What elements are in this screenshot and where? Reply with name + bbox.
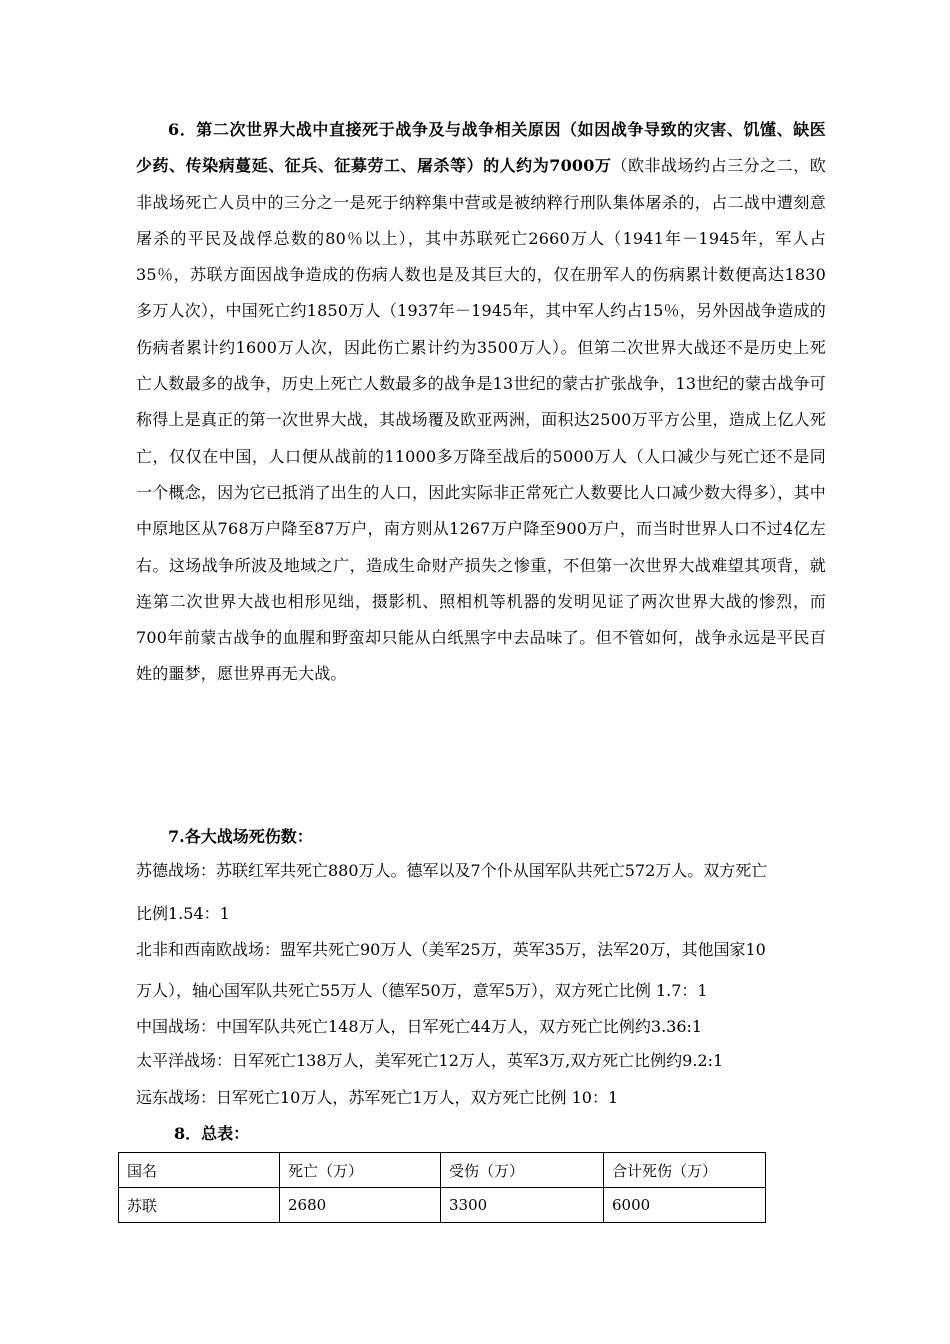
- table-header-cell: 受伤（万）: [441, 1153, 604, 1188]
- table-header-cell: 合计死伤（万）: [604, 1153, 766, 1188]
- battlefield-soviet-german-line2: 比例1.54：1: [136, 904, 230, 923]
- table-header-cell: 死亡（万）: [280, 1153, 441, 1188]
- section-8-heading: 8．总表：: [174, 1124, 250, 1143]
- section-6-lead: 6．第二次世界大战中直接死于战争及与战争相关原因（如因战争导致的灾害、饥馑、缺医少药、传染病蔓延、征兵、征募劳工、屠杀等）的人约为7000万: [136, 120, 826, 176]
- battlefield-north-africa-line2: 万人），轴心国军队共死亡55万人（德军50万，意军5万），双方死亡比例 1.7：1: [136, 981, 708, 1000]
- table-header-row: [119, 1153, 766, 1188]
- summary-table: [118, 1152, 766, 1223]
- table-cell: 苏联: [119, 1188, 280, 1223]
- section-6-body: （欧非战场约占三分之二，欧非战场死亡人员中的三分之一是死于纳粹集中营或是被纳粹行刑队集体屠杀的，占二战中遭刻意屠杀的平民及战俘总数的80％以上），其中苏联死亡2660万人（1941年－1945年，军人占35％，苏联方面因战争造成的伤病人数也是及其巨大的，仅在册军人的伤病累计数便高达1830多万人次），中国死亡约1850万人（1937年－1945年，其中军人约占15％，另外因战争造成的伤病者累计约1600万人次，因此伤亡累计约为3500万人）。但第二次世界大战还不是历史上死亡人数最多的战争，历史上死亡人数最多的战争是13世纪的蒙古扩张战争，13世纪的蒙古战争可称得上是真正的第一次世界大战，其战场覆及欧亚两洲，面积达2500万平方公里，造成上亿人死亡，仅仅在中国，人口便从战前的11000多万降至战后的5000万人（人口减少与死亡还不是同一个概念，因为它已抵消了出生的人口，因此实际非正常死亡人数要比人口减少数大得多），其中中原地区从768万户降至87万户，南方则从1267万户降至900万户，而当时世界人口不过4亿左右。这场战争所波及地域之广，造成生命财产损失之惨重，不但第一次世界大战难望其项背，就连第二次世界大战也相形见绌，摄影机、照相机等机器的发明见证了两次世界大战的惨烈，而700年前蒙古战争的血腥和野蛮却只能从白纸黑字中去品味了。但不管如何，战争永远是平民百姓的噩梦，愿世界再无大战。: [136, 156, 826, 684]
- table-cell: 3300: [441, 1188, 604, 1223]
- section-6-paragraph: [136, 112, 826, 693]
- table-cell: 2680: [280, 1188, 441, 1223]
- battlefield-pacific: 太平洋战场：日军死亡138万人，美军死亡12万人，英军3万,双方死亡比例约9.2:1: [136, 1051, 724, 1070]
- battlefield-soviet-german-line1: 苏德战场：苏联红军共死亡880万人。德军以及7个仆从国军队共死亡572万人。双方死亡: [136, 861, 768, 880]
- battlefield-china: 中国战场：中国军队共死亡148万人，日军死亡44万人，双方死亡比例约3.36:1: [136, 1017, 703, 1036]
- table-header-cell: 国名: [119, 1153, 280, 1188]
- table-cell: 6000: [604, 1188, 766, 1223]
- section-7-heading: 7.各大战场死伤数：: [168, 827, 313, 846]
- table-row: [119, 1188, 766, 1223]
- battlefield-far-east: 远东战场：日军死亡10万人，苏军死亡1万人，双方死亡比例 10：1: [136, 1088, 619, 1107]
- battlefield-north-africa-line1: 北非和西南欧战场：盟军共死亡90万人（美军25万，英军35万，法军20万，其他国家10: [136, 940, 766, 959]
